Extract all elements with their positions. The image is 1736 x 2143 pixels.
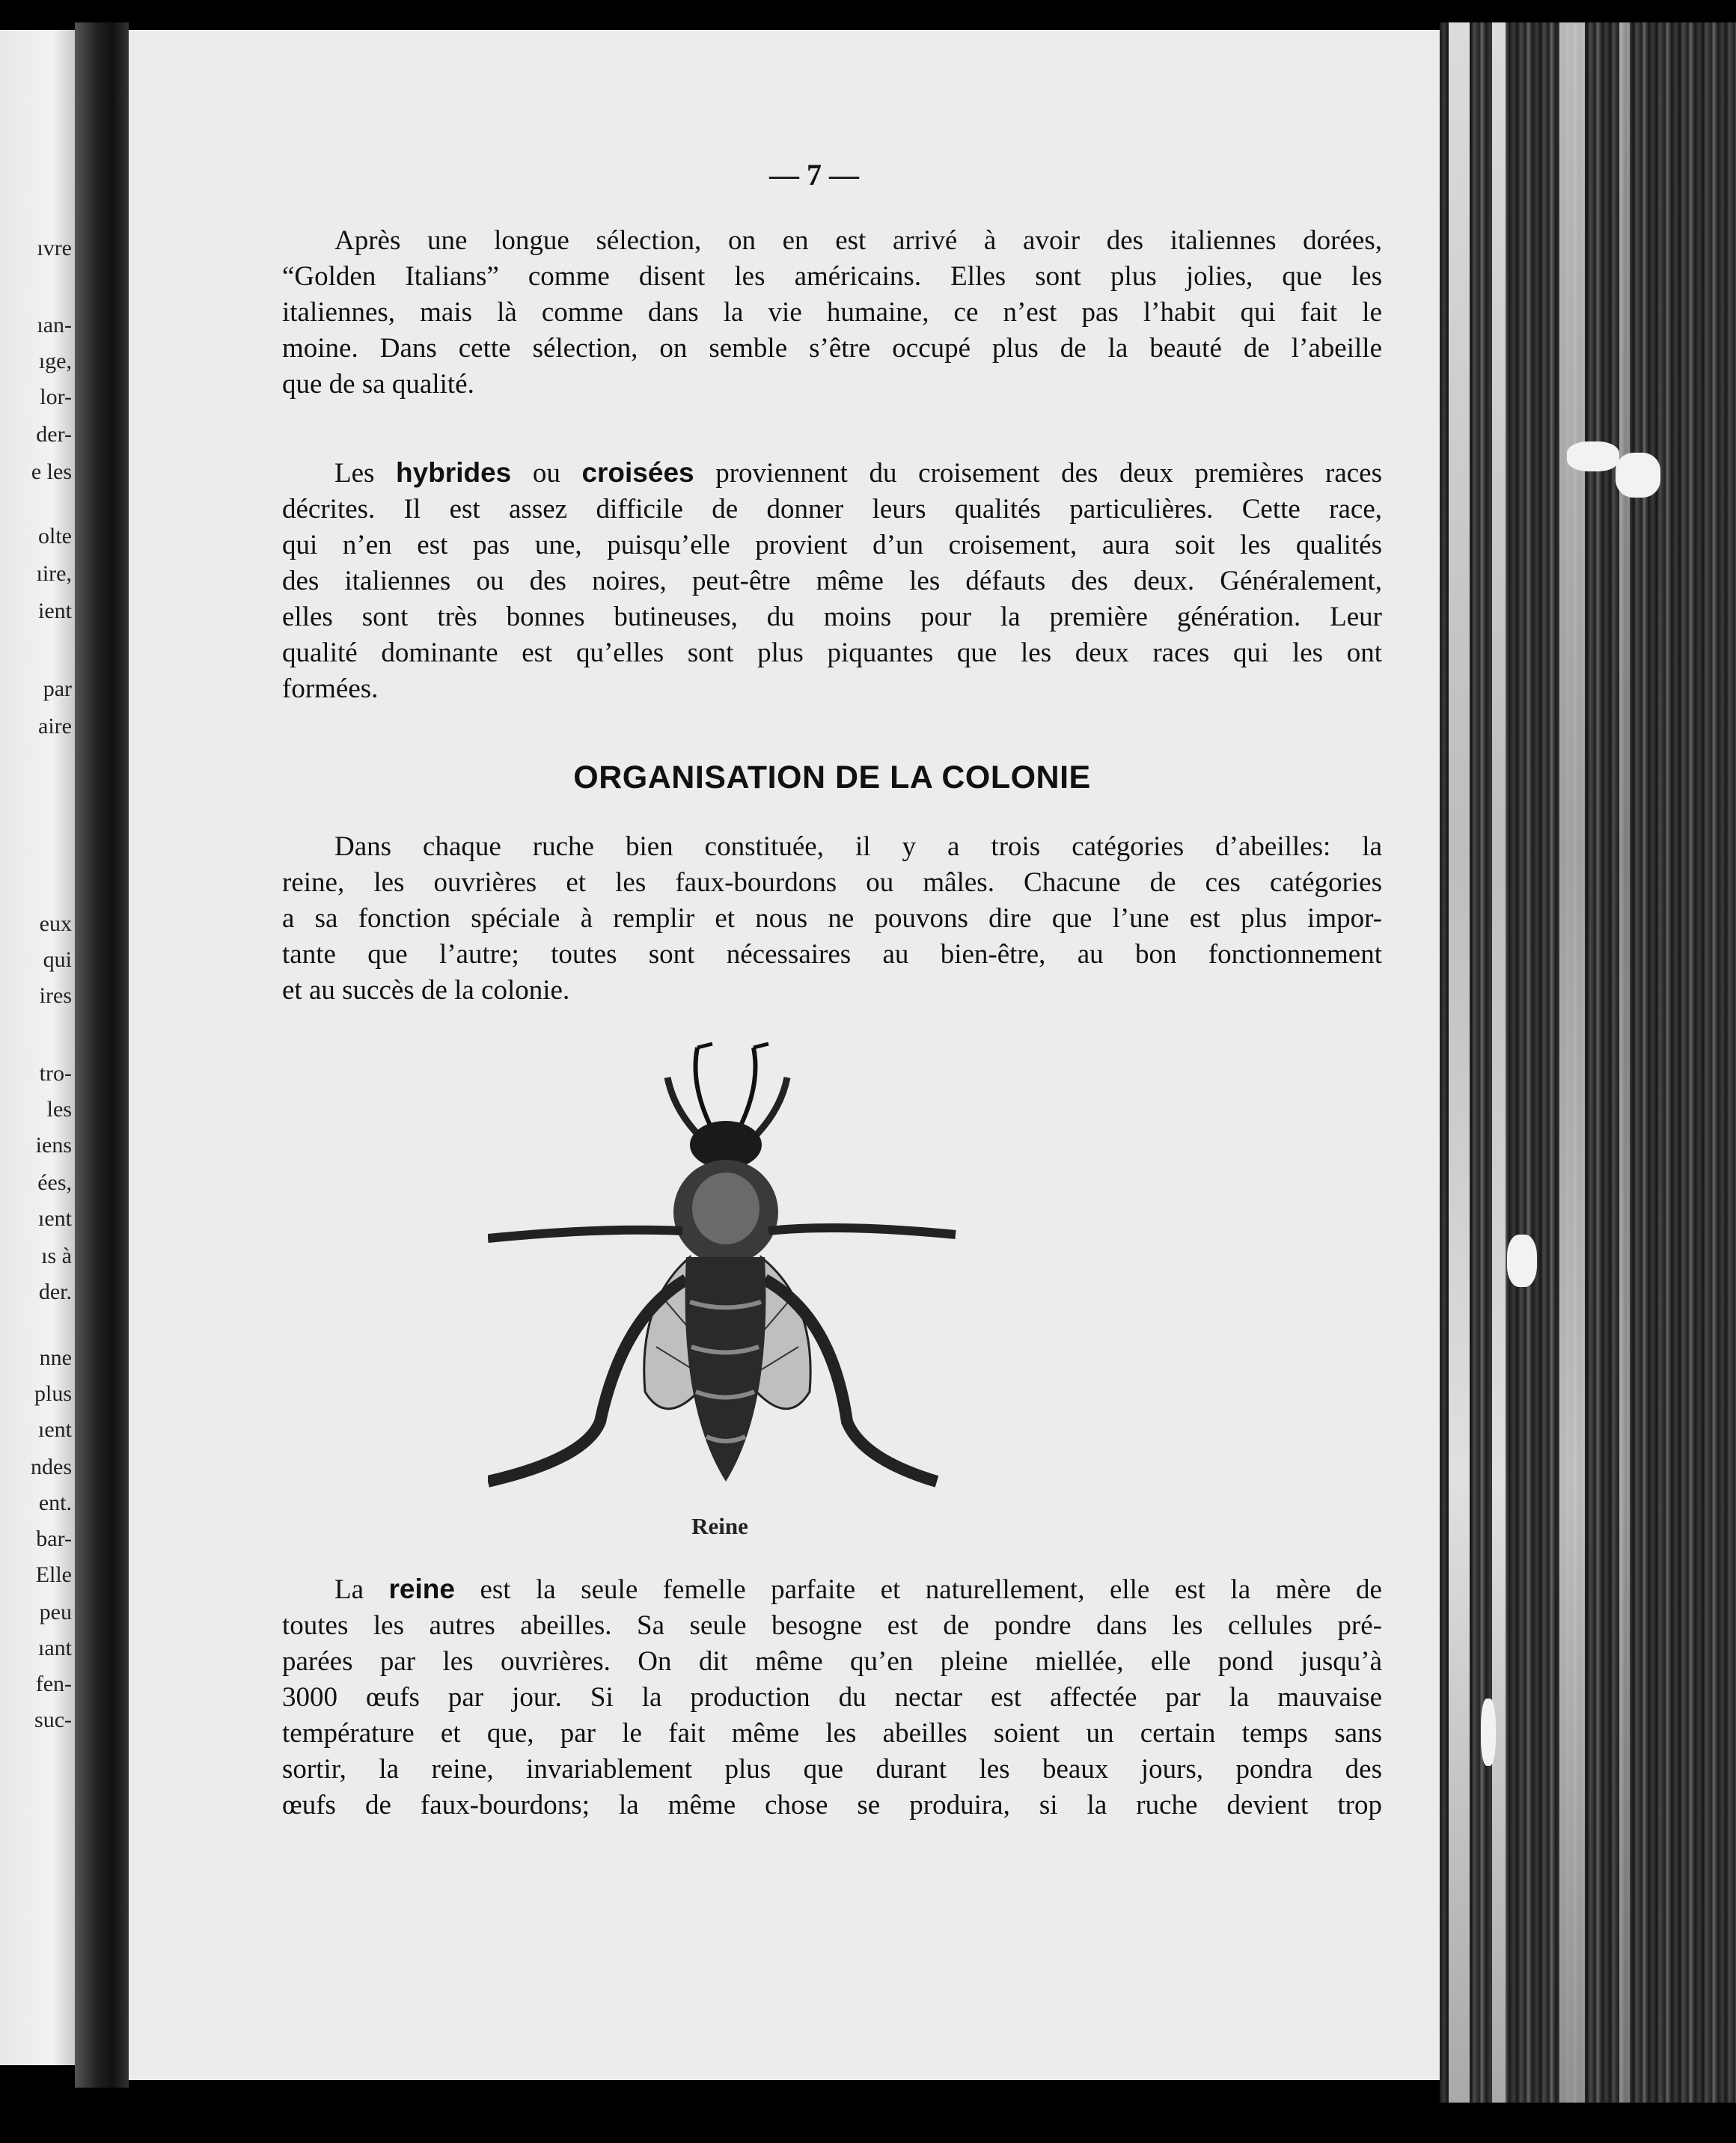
text-run: Les <box>334 458 397 489</box>
edge-highlight <box>1559 22 1585 2103</box>
facing-page-text-fragment: ıent <box>38 1206 72 1231</box>
facing-page-text-fragment: nne <box>39 1345 72 1370</box>
facing-page-text-fragment: bar- <box>36 1526 72 1551</box>
text-run: La <box>334 1574 389 1605</box>
facing-page-text-fragment: Elle <box>35 1562 72 1587</box>
text-line: elles sont très bonnes butineuses, du moins pour la première génération. Leur <box>282 602 1382 632</box>
facing-page-text-fragment: ıent <box>38 1417 72 1442</box>
facing-page-text-fragment: plus <box>34 1381 72 1406</box>
facing-page-text-fragment: les <box>46 1097 72 1122</box>
facing-page-text-fragment: ıs à <box>41 1244 72 1268</box>
text-line <box>282 1571 1382 1608</box>
facing-page-text-fragment: ıant <box>38 1636 72 1660</box>
text-line: des italiennes ou des noires, peut-être même les défauts des deux. Généralement, <box>282 566 1382 596</box>
text-line: formées. <box>282 673 379 704</box>
text-line: œufs de faux-bourdons; la même chose se produira, si la ruche devient trop <box>282 1790 1382 1821</box>
facing-page-text-fragment: ıvre <box>37 236 72 260</box>
text-line: reine, les ouvrières et les faux-bourdons ou mâles. Chacune de ces catégories <box>282 867 1382 898</box>
text-line: Dans chaque ruche bien constituée, il y a trois catégories d’abeilles: la <box>334 831 1382 862</box>
text-line: 3000 œufs par jour. Si la production du nectar est affectée par la mauvaise <box>282 1682 1382 1713</box>
facing-page-text-fragment: par <box>43 676 72 701</box>
book-page <box>129 30 1440 2080</box>
paragraph-golden-italians <box>282 223 1382 403</box>
facing-page-text-fragment: peu <box>39 1600 72 1624</box>
facing-page-text-fragment: lor- <box>40 385 72 409</box>
text-line: que de sa qualité. <box>282 369 474 400</box>
text-line: toutes les autres abeilles. Sa seule besogne est de pondre dans les cellules pré- <box>282 1610 1382 1641</box>
facing-page-text-fragment: der. <box>38 1280 72 1304</box>
facing-page-text-fragment: e les <box>31 459 72 484</box>
page-number: — 7 — <box>769 158 859 192</box>
paragraph-hybrides <box>282 455 1382 707</box>
edge-highlight <box>1449 22 1470 2103</box>
facing-page-text-fragment: ient <box>38 599 72 623</box>
text-run: proviennent du croisement des deux premières races <box>694 458 1382 489</box>
term-hybrides: hybrides <box>396 457 512 488</box>
facing-page-text-fragment: ent. <box>38 1491 72 1515</box>
figure-caption: Reine <box>691 1513 748 1539</box>
text-line: “Golden Italians” comme disent les américains. Elles sont plus jolies, que les <box>282 261 1382 292</box>
text-line: tante que l’autre; toutes sont nécessaires au bien-être, au bon fonctionnement <box>282 939 1382 970</box>
facing-page-text-fragment: ires <box>39 983 72 1008</box>
edge-highlight <box>1619 22 1630 2103</box>
text-line: décrites. Il est assez difficile de donner leurs qualités particulières. Cette race, <box>282 494 1382 525</box>
text-line: température et que, par le fait même les abeilles soient un certain temps sans <box>282 1718 1382 1749</box>
dust-speck <box>1481 1699 1496 1766</box>
dust-speck <box>1616 453 1660 498</box>
text-line: parées par les ouvrières. On dit même qu’en pleine miellée, elle pond jusqu’à <box>282 1646 1382 1677</box>
section-heading: ORGANISATION DE LA COLONIE <box>573 759 1091 795</box>
text-line: et au succès de la colonie. <box>282 975 570 1006</box>
facing-page-text-fragment: ıge, <box>38 349 72 373</box>
paragraph-reine <box>282 1571 1382 1823</box>
facing-page-text-fragment: ées, <box>37 1170 72 1195</box>
facing-page-text-fragment: der- <box>36 422 72 447</box>
term-croisees: croisées <box>581 457 694 488</box>
facing-page-text-fragment: fen- <box>35 1672 72 1696</box>
text-line: a sa fonction spéciale à remplir et nous ne pouvons dire que l’une est plus impor- <box>282 903 1382 934</box>
text-line <box>282 455 1382 492</box>
facing-page-text-fragment: tro- <box>39 1061 72 1086</box>
facing-page-fragment <box>0 30 75 2065</box>
dust-speck <box>1507 1235 1537 1287</box>
text-line: qui n’en est pas une, puisqu’elle provient d’un croisement, aura soit les qualités <box>282 530 1382 560</box>
facing-page-text-fragment: aire <box>38 714 72 739</box>
paragraph-organisation <box>282 829 1382 1009</box>
facing-page-text-fragment: eux <box>39 911 72 936</box>
facing-page-text-fragment: ıire, <box>36 561 72 586</box>
book-gutter <box>75 22 129 2088</box>
facing-page-text-fragment: iens <box>35 1133 72 1158</box>
text-run: ou <box>511 458 582 489</box>
text-line: Après une longue sélection, on en est arrivé à avoir des italiennes dorées, <box>334 225 1382 256</box>
queen-bee-illustration <box>488 1033 967 1511</box>
facing-page-text-fragment: suc- <box>34 1708 72 1732</box>
text-run: est la seule femelle parfaite et naturellement, elle est la mère de <box>454 1574 1382 1605</box>
queen-bee-image <box>488 1033 967 1511</box>
facing-page-text-fragment: olte <box>38 524 72 548</box>
text-line: qualité dominante est qu’elles sont plus piquantes que les deux races qui les ont <box>282 638 1382 668</box>
edge-highlight <box>1492 22 1506 2103</box>
text-line: sortir, la reine, invariablement plus que durant les beaux jours, pondra des <box>282 1754 1382 1785</box>
facing-page-text-fragment: ndes <box>31 1455 72 1479</box>
facing-page-text-fragment: qui <box>43 947 72 972</box>
book-block-edge <box>1440 22 1736 2103</box>
term-reine: reine <box>388 1574 455 1604</box>
text-line: moine. Dans cette sélection, on semble s’être occupé plus de la beauté de l’abeille <box>282 333 1382 364</box>
dust-speck <box>1567 441 1619 471</box>
text-line: italiennes, mais là comme dans la vie humaine, ce n’est pas l’habit qui fait le <box>282 297 1382 328</box>
facing-page-text-fragment: ıan- <box>37 313 72 337</box>
